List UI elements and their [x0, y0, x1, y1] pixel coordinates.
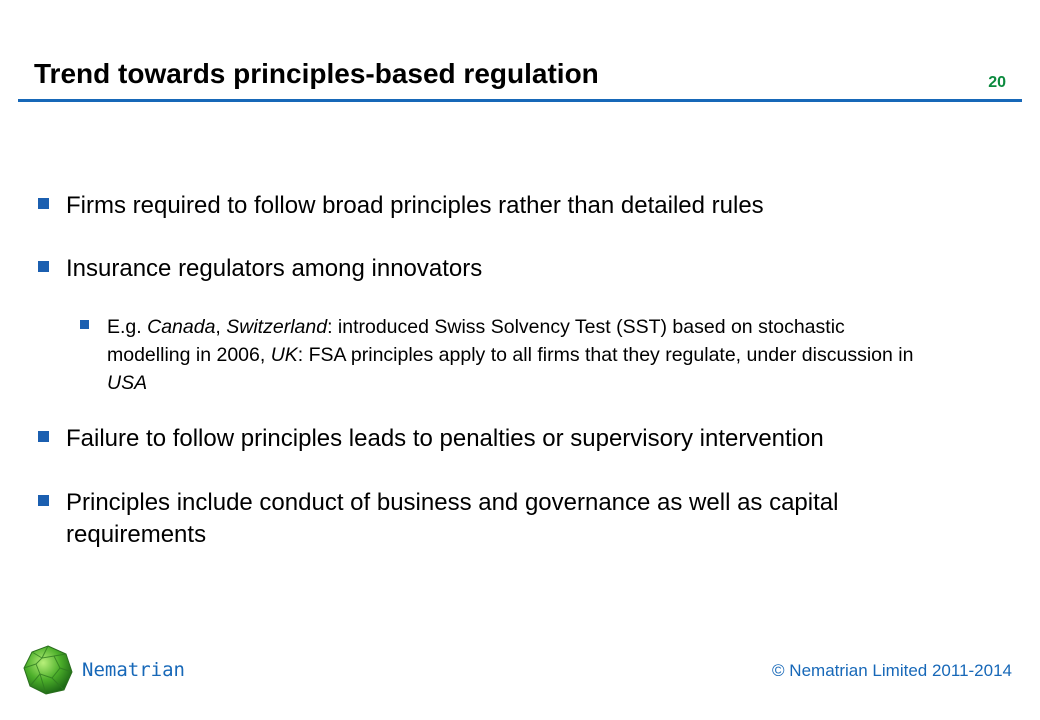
bullet-text: Firms required to follow broad principles rather than detailed rules [66, 192, 764, 219]
bullet-text: Insurance regulators among innovators [66, 255, 483, 282]
text-segment: Switzerland [226, 316, 328, 338]
text-segment: : FSA principles apply to all firms that they regulate, under discussion in [297, 344, 914, 366]
sub-bullet-text [107, 313, 927, 397]
square-bullet-icon [38, 431, 49, 442]
title-divider [18, 99, 1022, 102]
text-segment: USA [107, 372, 148, 394]
text-segment: : introduced Swiss Solvency Test (SST) based on stochastic modelling in 2006, [107, 316, 845, 366]
brand-name: Nematrian [82, 659, 185, 681]
bullet-text: Failure to follow principles leads to penalties or supervisory intervention [66, 425, 824, 452]
square-bullet-icon [38, 261, 49, 272]
text-segment: Canada [147, 316, 216, 338]
text-segment: UK [270, 344, 298, 366]
square-bullet-icon [38, 495, 49, 506]
text-segment: E.g. [107, 316, 148, 338]
copyright-notice: © Nematrian Limited 2011-2014 [772, 661, 1012, 680]
page-number: 20 [988, 74, 1006, 91]
slide-title: Trend towards principles-based regulation [34, 58, 599, 89]
bullet-text: Principles include conduct of business and governance as well as capital requirements [66, 489, 839, 548]
square-bullet-icon [38, 198, 49, 209]
green-polyhedron-logo-icon [22, 644, 74, 696]
text-segment: , [215, 316, 227, 338]
square-bullet-icon [80, 320, 89, 329]
